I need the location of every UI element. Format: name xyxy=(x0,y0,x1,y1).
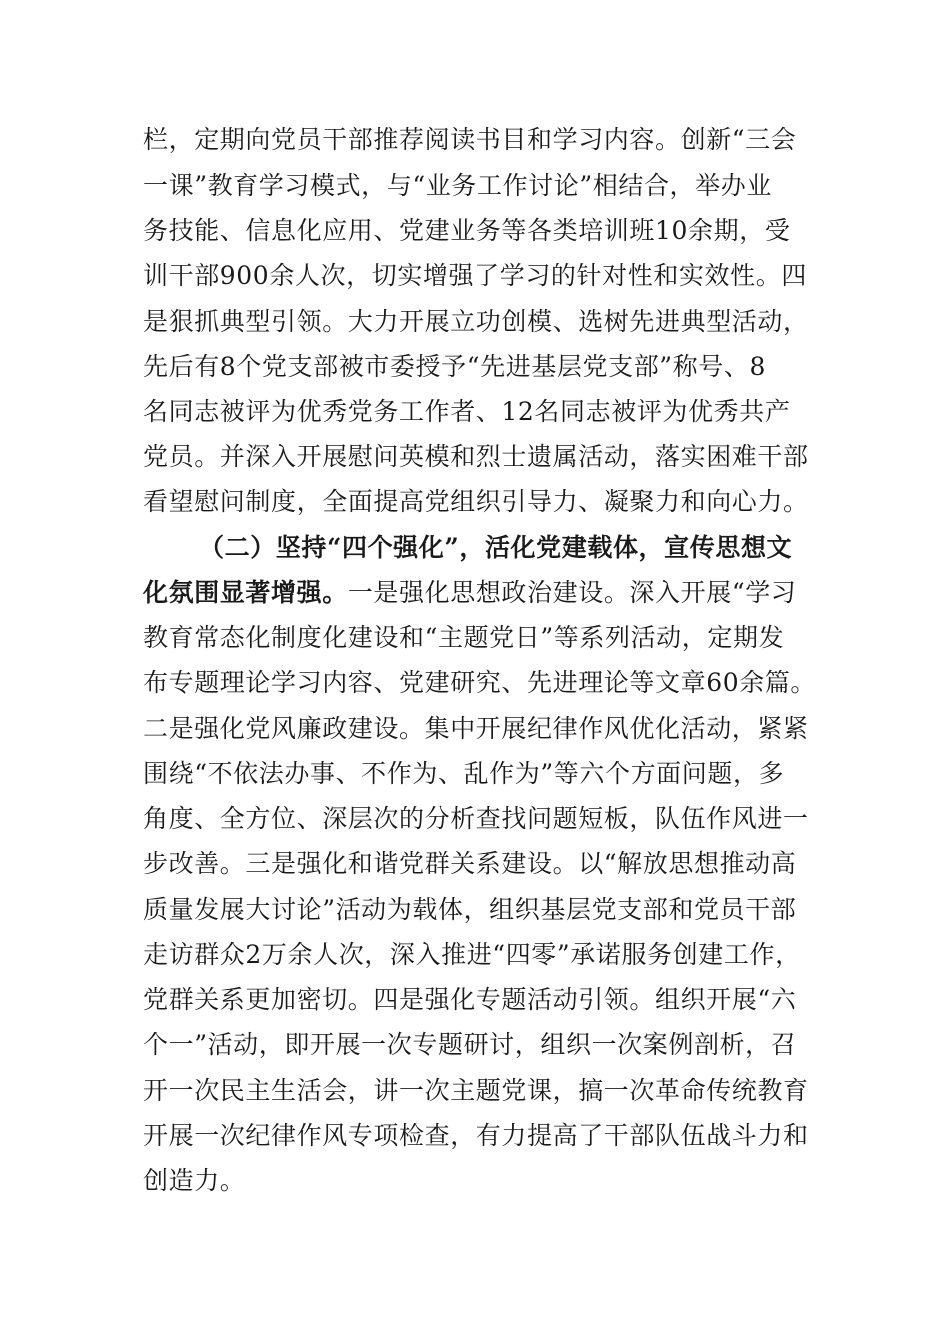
text-line: 开一次民主生活会，讲一次主题党课，搞一次革命传统教育 xyxy=(143,1076,809,1105)
text-line: 个一”活动，即开展一次专题研讨，组织一次案例剖析，召 xyxy=(143,1030,797,1059)
text-line: 步改善。三是强化和谐党群关系建设。以“解放思想推动高 xyxy=(143,849,797,878)
text-line: 先后有8个党支部被市委授予“先进基层党支部”称号、8 xyxy=(143,352,766,381)
text-line: 开展一次纪律作风专项检查，有力提高了干部队伍战斗力和 xyxy=(143,1121,809,1150)
text-line: 务技能、信息化应用、党建业务等各类培训班10余期，受 xyxy=(143,216,791,245)
text-line: 角度、全方位、深层次的分析查找问题短板，队伍作风进一 xyxy=(143,804,809,833)
text-line: 教育常态化制度化建设和“主题党日”等系列活动，定期发 xyxy=(143,623,785,652)
text-line: 围绕“不依法办事、不作为、乱作为”等六个方面问题，多 xyxy=(143,759,785,788)
text-line: 布专题理论学习内容、党建研究、先进理论等文章60余篇。 xyxy=(143,668,817,697)
text-line: 党员。并深入开展慰问英模和烈士遗属活动，落实困难干部 xyxy=(143,442,809,471)
text-line: 创造力。 xyxy=(143,1166,246,1195)
section-heading-continuation: 化氛围显著增强。 xyxy=(143,578,348,607)
text-line: 质量发展大讨论”活动为载体，组织基层党支部和党员干部 xyxy=(143,895,797,924)
text-line: 二是强化党风廉政建设。集中开展纪律作风优化活动，紧紧 xyxy=(143,714,809,743)
text-line: 看望慰问制度，全面提高党组织引导力、凝聚力和向心力。 xyxy=(143,487,809,516)
text-line: 训干部900余人次，切实增强了学习的针对性和实效性。四 xyxy=(143,261,807,290)
text-line: 走访群众2万余人次，深入推进“四零”承诺服务创建工作， xyxy=(143,940,801,969)
text-line: 名同志被评为优秀党务工作者、12名同志被评为优秀共产 xyxy=(143,397,791,426)
text-line xyxy=(143,573,815,613)
text-line: 党群关系更加密切。四是强化专题活动引领。组织开展“六 xyxy=(143,985,797,1014)
text-line: 是狠抓典型引领。大力开展立功创模、选树先进典型活动， xyxy=(143,307,809,336)
text-line: 栏，定期向党员干部推荐阅读书目和学习内容。创新“三会 xyxy=(143,125,797,154)
section-heading: （二）坚持“四个强化”，活化党建载体，宣传思想文 xyxy=(199,533,793,562)
text-span: 一是强化思想政治建设。深入开展“学习 xyxy=(347,578,797,607)
text-line: 一课”教育学习模式，与“业务工作讨论”相结合，举办业 xyxy=(143,171,772,200)
